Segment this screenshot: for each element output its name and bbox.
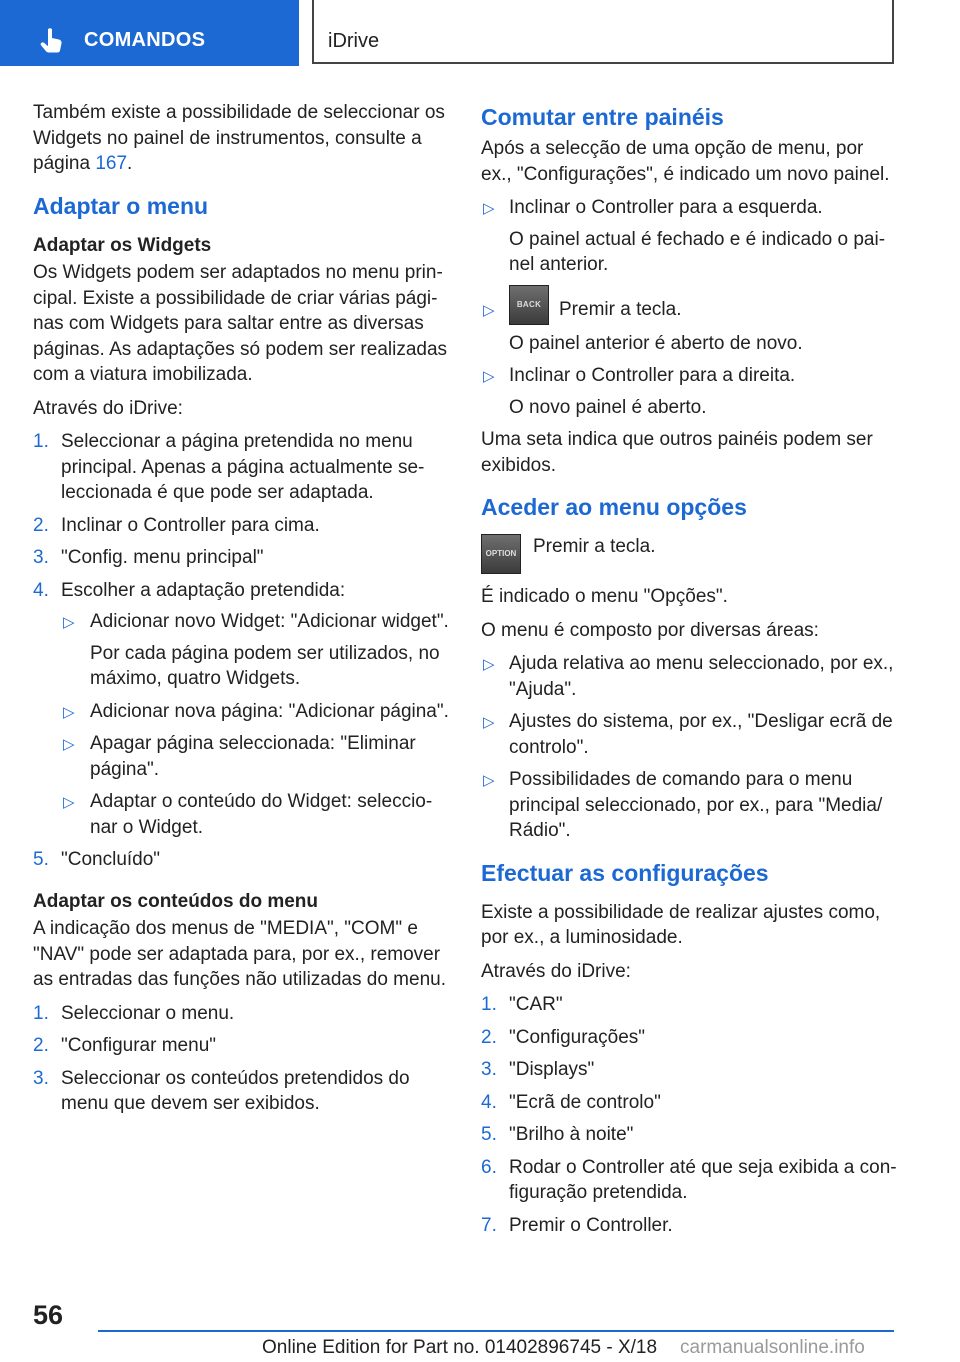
triangle-bullet-icon: ▷ — [63, 794, 75, 811]
list-item: 6. Rodar o Controller até que seja exibida a configuração pretendida. — [481, 1156, 897, 1203]
paragraph-config: Existe a possibilidade de realizar ajustes como, por ex., a luminosidade. — [481, 901, 881, 948]
steps-list-2 — [33, 1001, 449, 1117]
step-number: 3. — [33, 1067, 49, 1089]
option-text: Premir a tecla. — [533, 536, 656, 557]
list-item: 3. "Displays" — [481, 1057, 897, 1083]
list-item: ▷ Adaptar o conteúdo do Widget: seleccionar o Widget. — [63, 791, 433, 838]
list-item: 2. Inclinar o Controller para cima. — [33, 513, 449, 539]
step-number: 3. — [33, 547, 49, 568]
footer-edition: Online Edition for Part no. 01402896745 - X/18 — [262, 1337, 658, 1358]
list-item: ▷ Inclinar o Controller para a esquerda. O painel actual é fechado e é indicado o painel anterior. — [481, 195, 897, 278]
heading-config: Efectuar as configurações — [481, 859, 769, 886]
step-number: 1. — [33, 1002, 49, 1024]
list-item: 2. "Configurar menu" — [33, 1033, 449, 1059]
list-item — [481, 285, 897, 357]
step-number: 7. — [481, 1214, 497, 1236]
option-row — [481, 534, 897, 574]
list-item: ▷ Possibilidades de comando para o menu principal seleccionado, por ex., para "Media/ Rádio". — [483, 769, 883, 841]
triangle-bullet-icon: ▷ — [483, 656, 495, 673]
list-item: ▷ Ajustes do sistema, por ex., "Desligar ecrã de controlo". — [483, 711, 893, 758]
header-tab-label: COMANDOS — [84, 29, 206, 51]
subheading-adaptar-conteudos: Adaptar os conteúdos do menu — [33, 890, 319, 912]
paragraph-indicado: É indicado o menu "Opções". — [481, 586, 728, 607]
list-item: ▷ Adicionar nova página: "Adicionar página". — [61, 699, 449, 725]
paragraph-atraves-right: Através do iDrive: — [481, 960, 631, 982]
step-number: 1. — [33, 431, 49, 452]
heading-comutar: Comutar entre painéis — [481, 104, 724, 130]
step-number: 1. — [481, 994, 497, 1015]
list-item: ▷ Inclinar o Controller para a direita. O novo painel é aberto. — [481, 363, 897, 420]
list-item: ▷ Apagar página seleccionada: "Eliminar página". — [63, 733, 416, 780]
triangle-bullet-icon: ▷ — [63, 614, 75, 631]
step-number: 4. — [33, 579, 49, 601]
item-note: O painel anterior é aberto de novo. — [509, 332, 803, 354]
list-item: 2. "Configurações" — [481, 1025, 897, 1051]
list-item: ▷ Adicionar novo Widget: "Adicionar widget". Por cada página podem ser utilizados, no máximo, quatro Widgets. — [61, 609, 449, 692]
page-link[interactable]: 167 — [95, 153, 128, 174]
steps-list — [33, 429, 449, 873]
paragraph-composto: O menu é composto por diversas áreas: — [481, 619, 819, 641]
footer-watermark: carmanualsonline.info — [680, 1337, 865, 1358]
triangle-bullet-icon: ▷ — [483, 200, 495, 217]
page-number: 56 — [33, 1300, 64, 1330]
step-number: 6. — [481, 1156, 497, 1178]
steps-list-right — [481, 992, 897, 1238]
triangle-bullet-icon: ▷ — [63, 703, 75, 721]
heading-adaptar-menu: Adaptar o menu — [33, 192, 209, 219]
back-button-icon: BACK — [509, 285, 549, 325]
paragraph-widgets: Os Widgets podem ser adaptados no menu principal. Existe a possibilidade de criar várias páginas com Widgets para saltar entre as diversas páginas. As adaptações só podem ser realizadas com a viatura imobilizada. — [33, 262, 448, 385]
paragraph-conteudos: A indicação dos menus de "MEDIA", "COM" e "NAV" pode ser adaptada para, por ex., remover as entradas das funções não utilizadas do menu. — [33, 918, 446, 990]
header-section-label: iDrive — [328, 30, 380, 52]
step-number: 2. — [33, 1035, 49, 1056]
header-tab[interactable] — [0, 0, 299, 66]
step-number: 3. — [481, 1059, 497, 1080]
list-item: 4. Escolher a adaptação pretendida: ▷ Adicionar novo Widget: "Adicionar widget". Por cada página podem ser utilizados, no máximo, quatro Widgets. ▷ Adicionar nova página: "Adicionar página". ▷ Apagar página seleccionada: "Eliminar página". ▷ Adaptar o conteúdo do Widget: seleccionar o Widget. — [33, 578, 449, 841]
footer-divider — [98, 1330, 894, 1332]
left-column — [33, 100, 449, 1124]
paragraph-atraves: Através do iDrive: — [33, 397, 183, 419]
back-row: BACK Premir a tecla. — [509, 285, 897, 325]
step-number: 5. — [33, 849, 49, 870]
bullets-comutar — [481, 195, 897, 420]
triangle-bullet-icon: ▷ — [483, 301, 495, 319]
step-number: 2. — [33, 514, 49, 536]
bullets-opcoes — [481, 651, 897, 844]
triangle-bullet-icon: ▷ — [63, 736, 75, 753]
list-item: 1. Seleccionar a página pretendida no menu principal. Apenas a página actualmente seleccionada é que pode ser adaptada. — [33, 431, 425, 503]
list-item: 5. "Brilho à noite" — [481, 1122, 897, 1148]
list-item: 1. "CAR" — [481, 992, 897, 1018]
subheading-adaptar-widgets: Adaptar os Widgets — [33, 234, 212, 256]
item-note: Por cada página podem ser utilizados, no máximo, quatro Widgets. — [90, 642, 440, 689]
hand-pointer-icon — [39, 27, 65, 53]
heading-opcoes: Aceder ao menu opções — [481, 494, 747, 520]
option-button-icon: OPTION — [481, 534, 521, 574]
substeps-list — [61, 609, 449, 840]
list-item: 1. Seleccionar o menu. — [33, 1001, 449, 1027]
triangle-bullet-icon: ▷ — [483, 772, 495, 789]
list-item: 7. Premir o Controller. — [481, 1213, 897, 1239]
paragraph-comutar: Após a selecção de uma opção de menu, por ex., "Configurações", é indicado um novo painel. — [481, 138, 890, 185]
header-section — [312, 0, 894, 64]
list-item: 4. "Ecrã de controlo" — [481, 1090, 897, 1116]
paragraph-seta: Uma seta indica que outros painéis podem ser exibidos. — [481, 429, 873, 476]
step-number: 4. — [481, 1091, 497, 1113]
right-column — [481, 100, 897, 1245]
list-item: 3. "Config. menu principal" — [33, 545, 449, 571]
triangle-bullet-icon: ▷ — [483, 714, 495, 731]
list-item: 3. Seleccionar os conteúdos pretendidos do menu que devem ser exibidos. — [33, 1067, 410, 1114]
intro-paragraph: Também existe a possibilidade de seleccionar os Widgets no painel de instrumentos, consulte a página 167. — [33, 102, 445, 174]
list-item: ▷ Ajuda relativa ao menu seleccionado, por ex., "Ajuda". — [483, 653, 894, 700]
step-number: 2. — [481, 1026, 497, 1048]
item-note: O novo painel é aberto. — [509, 396, 707, 418]
list-item: 5. "Concluído" — [33, 847, 449, 873]
item-note: O painel actual é fechado e é indicado o painel anterior. — [509, 228, 886, 275]
triangle-bullet-icon: ▷ — [483, 368, 495, 385]
step-number: 5. — [481, 1124, 497, 1145]
